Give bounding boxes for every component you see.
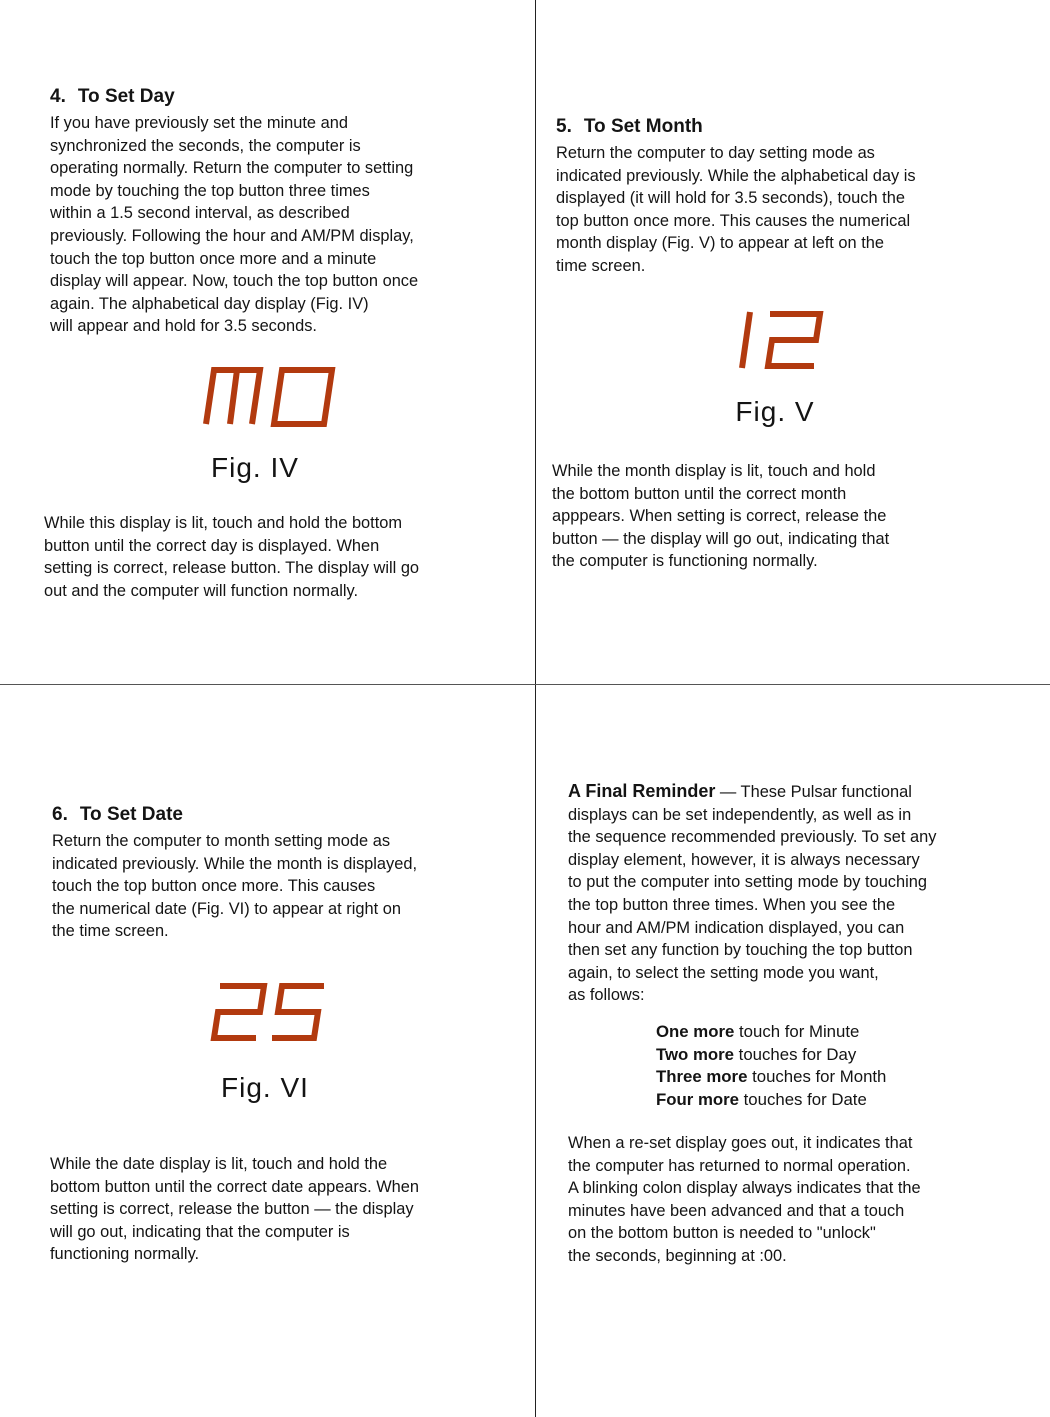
text-line: button until the correct day is displayed. When xyxy=(44,536,380,555)
list-item: One more touch for Minute xyxy=(656,1022,860,1041)
text-line: out and the computer will function normally. xyxy=(44,581,359,600)
seg-display-12 xyxy=(730,306,830,372)
figure-4-label: Fig. IV xyxy=(211,452,299,483)
section-4-intro xyxy=(50,112,520,338)
section-4-outro xyxy=(44,512,524,602)
figure-6-label: Fig. VI xyxy=(221,1072,309,1103)
text-line: the computer is functioning normally. xyxy=(552,552,818,571)
text-line: While the date display is lit, touch and hold the xyxy=(50,1155,388,1173)
section-5-intro xyxy=(556,142,1036,278)
text-line: the computer has returned to normal operation. xyxy=(568,1156,911,1175)
text-line: button — the display will go out, indicating that xyxy=(552,529,890,548)
text-line: the numerical date (Fig. VI) to appear at right on xyxy=(52,899,401,918)
text-line: functioning normally. xyxy=(50,1245,200,1264)
text-line: the time screen. xyxy=(52,922,169,941)
text-line: minutes have been advanced and that a touch xyxy=(568,1201,905,1220)
text-line: time screen. xyxy=(556,256,646,275)
list-item: Two more touches for Day xyxy=(656,1044,857,1064)
section-6-set-date xyxy=(52,804,522,943)
section-4-heading xyxy=(50,86,520,108)
text-line: previously. Following the hour and AM/PM display, xyxy=(50,226,414,245)
seg-display-mo xyxy=(200,362,340,428)
touch-count-list xyxy=(656,1021,886,1111)
seg-display-25 xyxy=(206,978,332,1044)
section-title: To Set Month xyxy=(583,116,703,137)
figure-6-display xyxy=(206,978,332,1049)
text-line: Return the computer to day setting mode as xyxy=(556,144,875,162)
list-item: Three more touches for Month xyxy=(656,1067,887,1087)
section-title: To Set Day xyxy=(77,86,175,107)
section-title: To Set Date xyxy=(79,804,183,825)
text-line: While this display is lit, touch and hold the bottom xyxy=(44,514,403,532)
text-line: bottom button until the correct date appears. When xyxy=(50,1177,420,1196)
section-number: 5. xyxy=(556,116,572,137)
text-line: within a 1.5 second interval, as described xyxy=(50,204,350,223)
text-line: on the bottom button is needed to "unlock" xyxy=(568,1224,876,1243)
final-reminder xyxy=(568,780,1038,1007)
text-line: will appear and hold for 3.5 seconds. xyxy=(50,317,317,336)
text-line: If you have previously set the minute and xyxy=(50,114,348,132)
text-line: A blinking colon display always indicates that the xyxy=(568,1179,921,1198)
text-line: the seconds, beginning at :00. xyxy=(568,1246,787,1265)
section-5-set-month xyxy=(556,116,1036,278)
text-line: touch the top button once more and a minute xyxy=(50,249,377,268)
text-line: then set any function by touching the top button xyxy=(568,941,913,960)
text-line: indicated previously. While the month is displayed, xyxy=(52,854,418,873)
text-line: display element, however, it is always necessary xyxy=(568,850,920,869)
text-line: the bottom button until the correct month xyxy=(552,484,847,503)
text-line: displayed (it will hold for 3.5 seconds), touch the xyxy=(556,189,905,208)
text-line: setting is correct, release the button — the display xyxy=(50,1200,414,1219)
text-line: touch the top button once more. This causes xyxy=(52,877,376,896)
section-5-outro xyxy=(552,460,1032,573)
text-line: mode by touching the top button three times xyxy=(50,181,370,200)
text-line: When a re-set display goes out, it indicates that xyxy=(568,1134,913,1152)
text-line: While the month display is lit, touch and hold xyxy=(552,462,876,480)
text-line: again, to select the setting mode you want, xyxy=(568,963,879,982)
text-line: the top button three times. When you see the xyxy=(568,895,896,914)
text-line: operating normally. Return the computer to setting xyxy=(50,159,414,178)
reminder-closing xyxy=(568,1132,1038,1268)
text-line: the sequence recommended previously. To set any xyxy=(568,828,937,847)
text-line: indicated previously. While the alphabetical day is xyxy=(556,166,916,185)
text-line: top button once more. This causes the numerical xyxy=(556,211,911,230)
figure-5-display xyxy=(730,306,830,377)
figure-5-label: Fig. V xyxy=(735,396,815,427)
vertical-fold-line xyxy=(535,0,536,1417)
text-line: apppears. When setting is correct, release the xyxy=(552,507,887,526)
text-line: setting is correct, release button. The display will go xyxy=(44,559,420,578)
text-line: to put the computer into setting mode by touching xyxy=(568,873,927,892)
section-6-intro xyxy=(52,830,522,943)
reminder-first-line-rest: — These Pulsar functional xyxy=(715,783,912,801)
section-number: 4. xyxy=(50,86,66,107)
section-6-heading xyxy=(52,804,522,826)
text-line: as follows: xyxy=(568,986,645,1005)
text-line: month display (Fig. V) to appear at left on the xyxy=(556,234,884,253)
list-item: Four more touches for Date xyxy=(656,1089,867,1109)
text-line: display will appear. Now, touch the top button once xyxy=(50,272,419,291)
text-line: will go out, indicating that the computer is xyxy=(50,1222,350,1241)
text-line: hour and AM/PM indication displayed, you can xyxy=(568,918,905,937)
text-line: again. The alphabetical day display (Fig. IV) xyxy=(50,294,369,313)
horizontal-fold-line xyxy=(0,684,1050,685)
reminder-first-line xyxy=(568,780,1038,804)
text-line: displays can be set independently, as well as in xyxy=(568,805,912,824)
section-6-outro xyxy=(50,1153,530,1266)
text-line: Return the computer to month setting mode as xyxy=(52,832,391,850)
figure-4-display xyxy=(200,362,340,433)
section-number: 6. xyxy=(52,804,68,825)
reminder-title: A Final Reminder xyxy=(568,781,716,801)
text-line: synchronized the seconds, the computer is xyxy=(50,136,361,155)
section-5-heading xyxy=(556,116,1036,138)
section-4-set-day xyxy=(50,86,520,338)
